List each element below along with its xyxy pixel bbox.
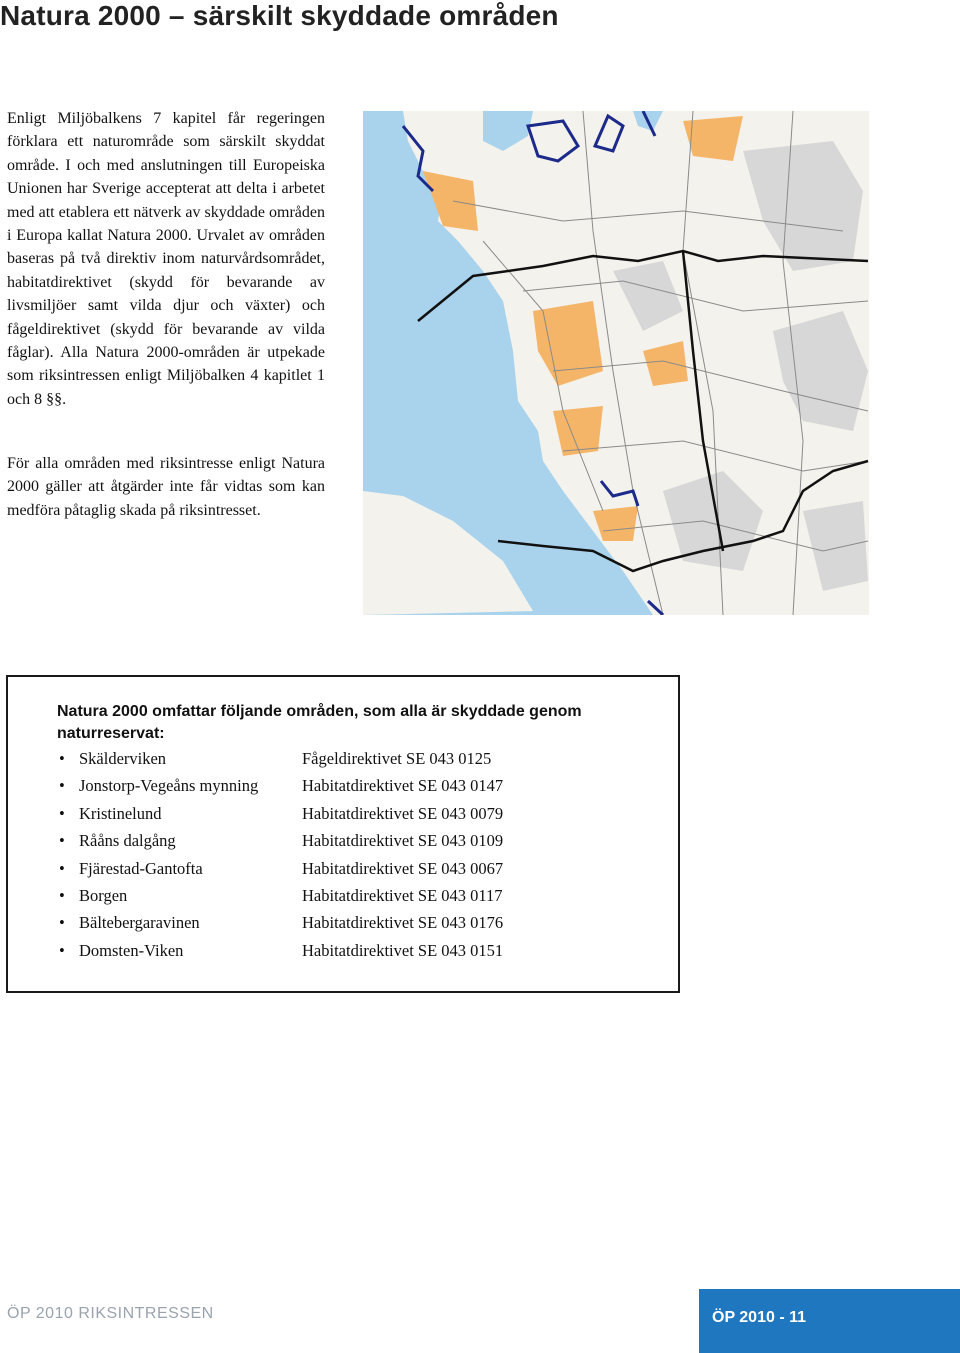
area-name: Bältebergaravinen [79,913,200,933]
page-number: ÖP 2010 - 11 [712,1309,806,1326]
area-directive-code: Habitatdirektivet SE 043 0147 [302,776,504,796]
bullet-icon: • [59,803,65,823]
area-directive-code: Habitatdirektivet SE 043 0109 [302,831,504,851]
bullet-icon: • [59,885,65,905]
info-box-heading: Natura 2000 omfattar följande områden, som alla är skyddade genom naturreservat: [57,703,582,742]
area-directive-code: Habitatdirektivet SE 043 0067 [302,858,504,878]
footer-section-label: ÖP 2010 RIKSINTRESSEN [7,1305,214,1322]
area-directive-code: Habitatdirektivet SE 043 0176 [302,913,504,933]
area-directive-code: Habitatdirektivet SE 043 0117 [302,885,503,905]
bullet-icon: • [59,940,65,960]
bullet-icon: • [59,831,65,851]
bullet-icon: • [59,776,65,796]
area-name: Borgen [79,885,128,905]
intro-paragraph: Enligt Miljöbalkens 7 kapitel får regeringen förklara ett naturområde som särskilt skyddat område. I och med anslutningen till Europeiska Unionen har Sverige accepterat att delta i arbetet med att etablera ett nätverk av skyddade områden i Europa kallat Natura 2000. Urvalet av områden baseras på två direktiv inom naturvårdsområdet, habitatdirektivet (skydd för bevarande av livsmiljöer samt vilda djur och växter) och fågeldirektivet (skydd för bevarande av vilda fåglar). Alla Natura 2000-områden är utpekade som riksintressen enligt Miljöbalken 4 kapitlet 1 och 8 §§. [7,110,325,408]
page-title: Natura 2000 – särskilt skyddade områden [0,0,559,31]
area-directive-code: Fågeldirektivet SE 043 0125 [302,749,492,768]
area-directive-code: Habitatdirektivet SE 043 0151 [302,940,504,960]
area-directive-code: Habitatdirektivet SE 043 0079 [302,803,504,823]
bullet-icon: • [59,858,65,878]
map-image [363,111,869,615]
area-name: Kristinelund [79,803,162,823]
footer-page-badge [699,1289,960,1353]
natura-areas-box [6,675,680,993]
bullet-icon: • [59,913,65,933]
area-name: Skälderviken [79,749,167,768]
bullet-icon: • [59,749,65,768]
area-name: Rååns dalgång [79,831,176,851]
area-name: Domsten-Viken [79,940,184,960]
riksintresse-paragraph: För alla områden med riksintresse enligt Natura 2000 gäller att åtgärder inte får vidtas som kan medföra påtaglig skada på riksintresset. [7,455,325,519]
area-name: Jonstorp-Vegeåns mynning [79,776,259,796]
area-name: Fjärestad-Gantofta [79,858,203,878]
map-graphic [363,111,869,615]
